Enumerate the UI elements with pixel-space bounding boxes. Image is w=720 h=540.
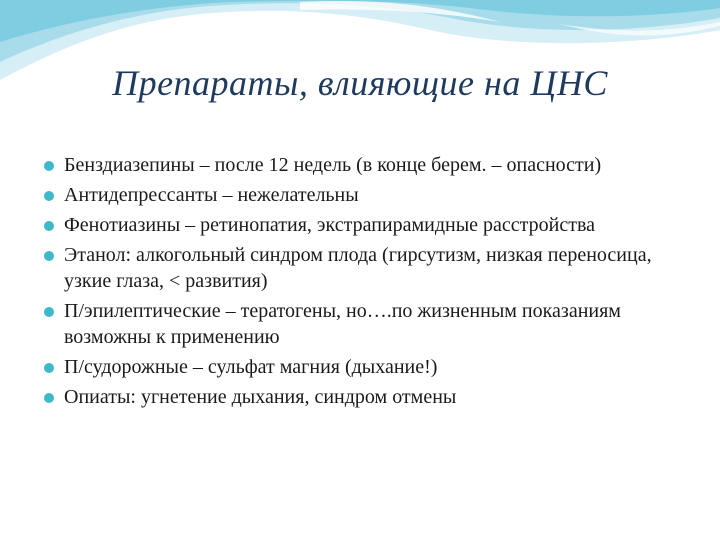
list-item: [44, 152, 674, 178]
list-item: [44, 384, 674, 410]
list-item-text: Антидепрессанты – нежелательны: [64, 184, 359, 206]
bullet-dot-icon: [44, 191, 54, 201]
list-item-text: Бенздиазепины – после 12 недель (в конце берем. – опасности): [64, 154, 602, 176]
slide-title: Препараты, влияющие на ЦНС: [112, 63, 608, 103]
list-item: [44, 212, 674, 238]
bullet-dot-icon: [44, 251, 54, 261]
list-item-text: П/судорожные – сульфат магния (дыхание!): [64, 356, 438, 378]
list-item: [44, 354, 674, 380]
list-item-text: П/эпилептические – тератогены, но….по жизненным показаниям возможны к применению: [64, 300, 621, 348]
bullet-dot-icon: [44, 221, 54, 231]
bullet-list: [44, 152, 674, 414]
list-item-text: Фенотиазины – ретинопатия, экстрапирамидные расстройства: [64, 214, 596, 236]
bullet-dot-icon: [44, 161, 54, 171]
list-item: [44, 242, 674, 294]
bullet-dot-icon: [44, 393, 54, 403]
list-item: [44, 298, 674, 350]
list-item-text: Этанол: алкогольный синдром плода (гирсутизм, низкая переносица, узкие глаза, < развития): [64, 244, 652, 292]
list-item: [44, 182, 674, 208]
bullet-dot-icon: [44, 363, 54, 373]
bullet-dot-icon: [44, 307, 54, 317]
list-item-text: Опиаты: угнетение дыхания, синдром отмены: [64, 386, 457, 408]
